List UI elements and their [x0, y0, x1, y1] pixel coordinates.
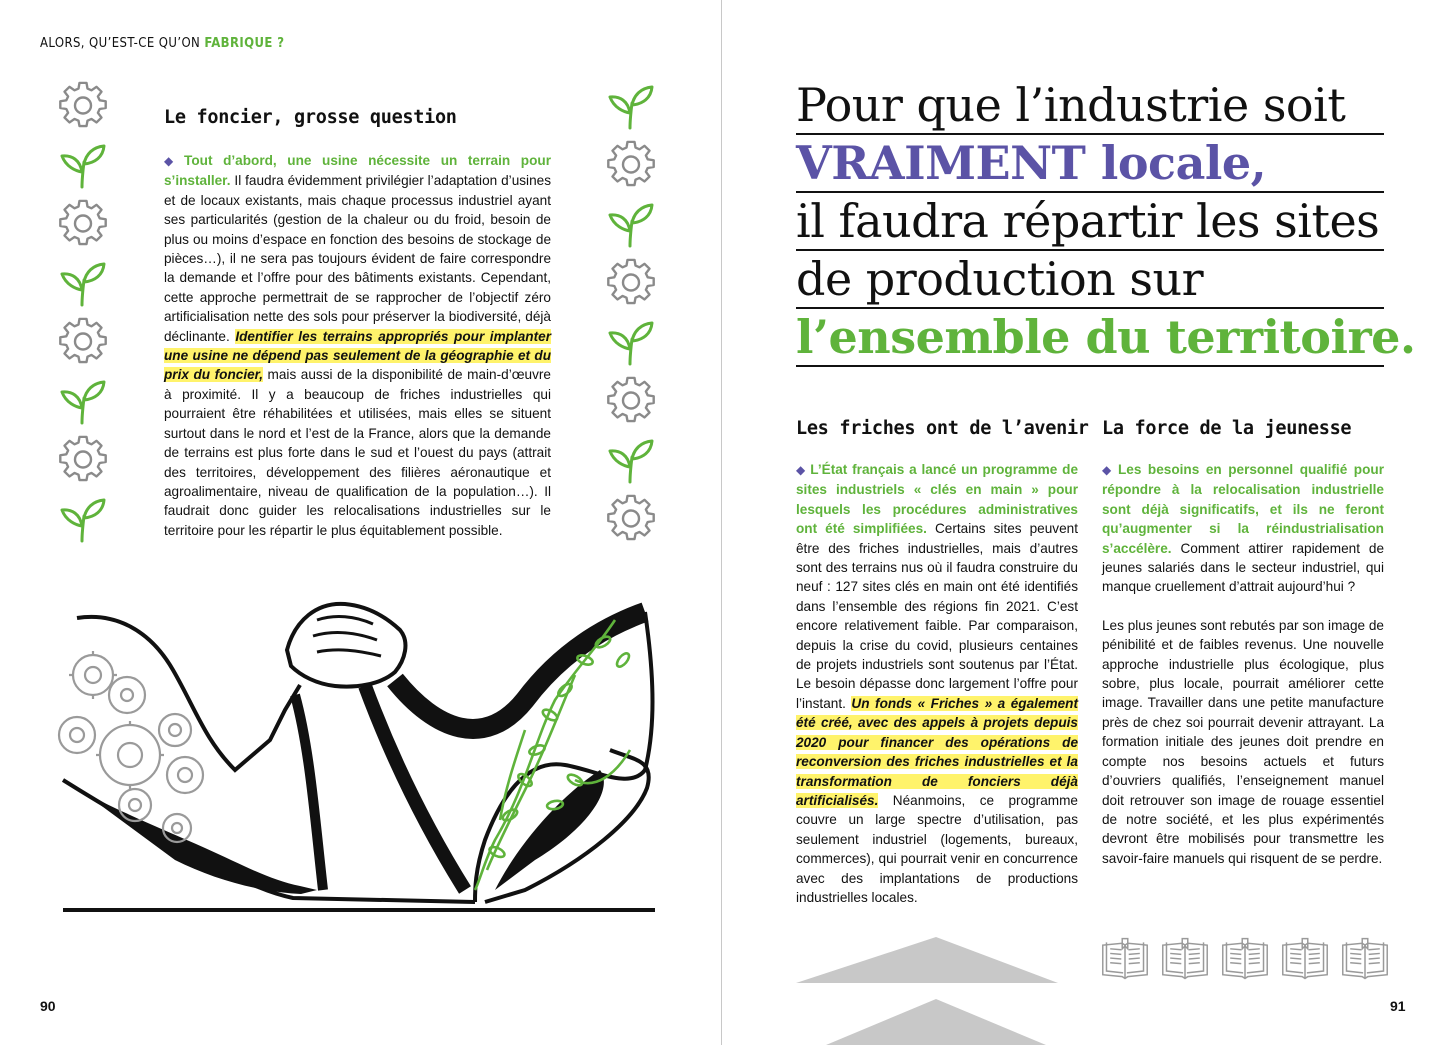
- gear-icon: [58, 76, 108, 135]
- running-head-prefix: ALORS, QU’EST-CE QU’ON: [40, 36, 201, 51]
- gear-icon: [58, 430, 108, 489]
- friches-highlight: Un fonds « Friches » a également été créé, avec des appels à projets depuis 2020 pour financer des opérations de reconversion des friches industrielles et la transformation de fonciers déjà artificialisés.: [796, 695, 1078, 808]
- friches-paragraph: [796, 460, 1078, 907]
- jeunesse-text-1: Comment attirer rapidement de jeunes salariés dans le secteur industriel, qui manque cruellement d’attrait aujourd’hui ?: [1102, 540, 1384, 595]
- foncier-highlight: Identifier les terrains appropriés pour implanter une usine ne dépend pas seulement de la géographie et du prix du foncier,: [164, 328, 551, 383]
- left-page: [0, 0, 722, 1045]
- foncier-text-2: mais aussi de la disponibilité de main-d’œuvre à proximité. Il y a beaucoup de friches industrielles qui pourraient être réhabilitées et utilisées, mais elles se situent surtout dans le nord et l’est de la France, alors que la demande de terrains est plus forte dans le sud et l’ouest du pays (attrait des territoires, développement des filières aéronautique et agroalimentaire, niveau de qualification de la population…). Il faudrait donc guider les relocalisations industrielles sur le territoire pour les répartir le plus équitablement possible.: [164, 367, 551, 538]
- friches-text-1: Certains sites peuvent être des friches industrielles, mais d’autres sont des terrains nus où il faudra construire du neuf : 127 sites clés en main ont été identifiés dans l’ensemble des régions fin 2021. C’est encore relativement faible. Par comparaison, depuis la crise du covid, plusieurs centaines de projets industriels sont soutenus par l’État. Le besoin dépasse donc largement l’offre pour l’instant.: [796, 521, 1078, 711]
- page-number-right: 91: [1390, 998, 1406, 1014]
- gear-icon: [606, 371, 656, 430]
- arm-wrestling-illustration: [55, 590, 665, 920]
- friches-lead: L’État français a lancé un programme de sites industriels « clés en main » pour lesquels les procédures administratives ont été simplifiées.: [796, 462, 1079, 537]
- left-arm-outline: [77, 617, 300, 770]
- foncier-lead: Tout d’abord, une usine nécessite un terrain pour s’installer.: [164, 153, 551, 189]
- book-icon: [1220, 937, 1270, 983]
- foncier-paragraph: [164, 151, 551, 540]
- book-icon: [1280, 937, 1330, 983]
- diamond-bullet-icon: ◆: [164, 154, 181, 168]
- book-icon: [1160, 937, 1210, 983]
- right-icon-column: [606, 76, 656, 548]
- left-arm-shadow: [80, 790, 317, 894]
- section-heading-jeunesse: La force de la jeunesse: [1102, 418, 1352, 439]
- sprout-icon: [58, 253, 108, 312]
- sprout-icon: [606, 430, 656, 489]
- sprout-icon: [58, 371, 108, 430]
- title-line-2: VRAIMENT locale,: [796, 136, 1384, 193]
- sprout-icon: [606, 76, 656, 135]
- sprout-icon: [606, 312, 656, 371]
- foncier-body: [164, 151, 551, 540]
- book-icon: [1340, 937, 1390, 983]
- decorative-triangles: [796, 935, 1058, 1045]
- title-line-1: Pour que l’industrie soit: [796, 78, 1384, 135]
- title-line-4: de production sur: [796, 252, 1384, 309]
- gear-icon: [58, 194, 108, 253]
- gear-icon: [606, 489, 656, 548]
- title-line-5: l’ensemble du territoire.: [796, 310, 1384, 367]
- jeunesse-paragraph-2: Les plus jeunes sont rebutés par son image de pénibilité et de faibles revenus. Une nouvelle approche industrielle plus écologique, plus sobre, plus locale, pourrait améliorer cette image. Travailler dans une petite manufacture près de chez soi pourrait devenir attrayant. La formation initiale des jeunes doit prendre en compte nos besoins actuels et futurs d’ouvriers qualifiés, l’enseignement manuel doit retrouver son image de rouage essentiel de notre société, et les plus expérimentés devront être mobilisés pour transmettre les savoir-faire manuels qui risquent de se perdre.: [1102, 617, 1384, 866]
- running-head: [40, 36, 284, 51]
- gear-icon: [606, 135, 656, 194]
- sprout-icon: [58, 489, 108, 548]
- left-forearm-stripe: [295, 695, 323, 890]
- friches-text-2: Néanmoins, ce programme couvre un large spectre d’utilisation, pas seulement industriel (logements, bureaux, commerces), qui pourrait venir en concurrence avec des implantations de productions industrielles locales.: [796, 792, 1078, 905]
- running-head-accent: FABRIQUE ?: [204, 36, 285, 51]
- foncier-text-1: Il faudra évidemment privilégier l’adaptation d’usines et de locaux existants, mais chaque processus industriel ayant ses particularités (gestion de la chaleur ou du froid, besoin de plus ou moins d’espace en fonction des besoins de stockage de pièces…), il ne sera pas toujours évident de faire correspondre la demande et l’offre pour des bâtiments existants. Cependant, cette approche permettrait de se rapprocher de l’objectif zéro artificialisation nette des sols pour préserver la biodiversité, déjà déclinante.: [164, 173, 551, 344]
- diamond-bullet-icon: ◆: [1102, 463, 1114, 477]
- jeunesse-body: [1102, 460, 1384, 868]
- page-number-left: 90: [40, 998, 56, 1014]
- right-page: [722, 0, 1445, 1045]
- title-line-3: il faudra répartir les sites: [796, 194, 1384, 251]
- gear-icon: [58, 312, 108, 371]
- sprout-icon: [606, 194, 656, 253]
- friches-body: [796, 460, 1078, 907]
- jeunesse-paragraph-1: [1102, 460, 1384, 597]
- book-icon-row: [1100, 937, 1390, 983]
- gear-icon: [606, 253, 656, 312]
- diamond-bullet-icon: ◆: [796, 463, 807, 477]
- book-icon: [1100, 937, 1150, 983]
- section-heading-foncier: Le foncier, grosse question: [164, 107, 457, 128]
- jeunesse-lead: Les besoins en personnel qualifié pour répondre à la relocalisation industrielle sont déjà significatifs, et ils ne feront qu’augmenter si la réindustrialisation s’accélère.: [1102, 462, 1384, 556]
- left-icon-column: [58, 76, 108, 548]
- section-heading-friches: Les friches ont de l’avenir: [796, 418, 1089, 439]
- sprout-icon: [58, 135, 108, 194]
